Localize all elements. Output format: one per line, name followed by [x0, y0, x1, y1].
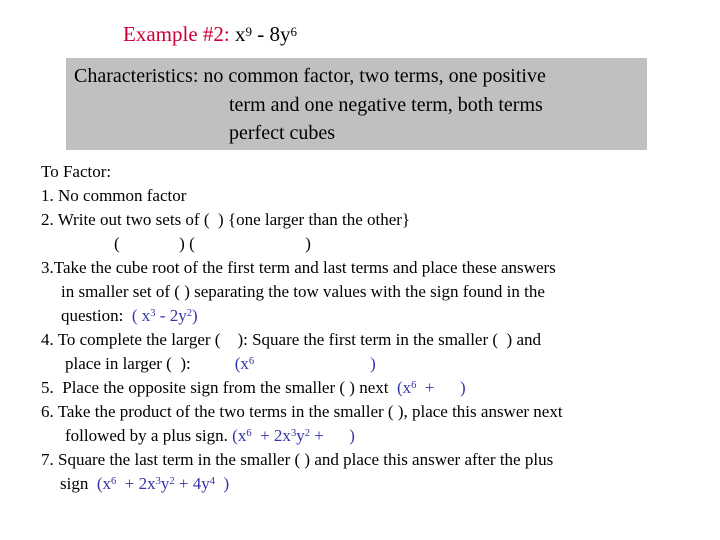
step-3-line-2: in smaller set of ( ) separating the tow values with the sign found in the — [61, 282, 545, 301]
step-5: 5. Place the opposite sign from the smaller ( ) next ($x^6$ + ) — [41, 378, 466, 397]
factor-steps — [41, 160, 701, 496]
steps-heading: To Factor: — [41, 162, 112, 181]
step-7-answer: ($x^6 + 2x^3y^2 + 4y^4$ ) — [96, 474, 230, 493]
characteristics-line-1: Characteristics: no common factor, two terms, one positive — [74, 65, 546, 87]
step-2-parentheses: ( ) ( ) — [114, 234, 311, 253]
step-7-line-2: sign ($x^6 + 2x^3y^2 + 4y^4$ ) — [60, 474, 230, 493]
step-3-line-3: question: ( $x^3 - 2y^2$) — [61, 306, 198, 325]
step-6-line-1: 6. Take the product of the two terms in the smaller ( ), place this answer next — [41, 402, 563, 421]
step-6-line-2: followed by a plus sign. ($x^6 + 2x^3y^2$ + ) — [65, 426, 355, 445]
step-5-answer: ($x^6$ + ) — [396, 378, 466, 397]
example-label: Example #2: — [123, 22, 230, 46]
step-3-line-1: 3.Take the cube root of the first term and last terms and place these answers — [41, 258, 556, 277]
characteristics-line-3: perfect cubes — [229, 122, 336, 144]
step-6-answer: ($x^6 + 2x^3y^2$ + ) — [232, 426, 355, 445]
characteristics-line-2: term and one negative term, both terms — [229, 93, 543, 116]
characteristics-text — [74, 62, 546, 148]
title-expression: $x^9 - 8y^6$ — [234, 22, 298, 46]
step-1: 1. No common factor — [41, 186, 187, 205]
slide-title — [123, 20, 297, 48]
step-4-answer: ($x^6$ ) — [234, 354, 376, 373]
step-2: 2. Write out two sets of ( ) {one larger than the other} — [41, 210, 411, 229]
step-3-answer: ( $x^3 - 2y^2$) — [131, 306, 198, 325]
step-4-line-1: 4. To complete the larger ( ): Square the first term in the smaller ( ) and — [41, 330, 541, 349]
step-7-line-1: 7. Square the last term in the smaller ( ) and place this answer after the plus — [41, 450, 554, 469]
step-4-line-2: place in larger ( ): ($x^6$ ) — [65, 354, 376, 373]
